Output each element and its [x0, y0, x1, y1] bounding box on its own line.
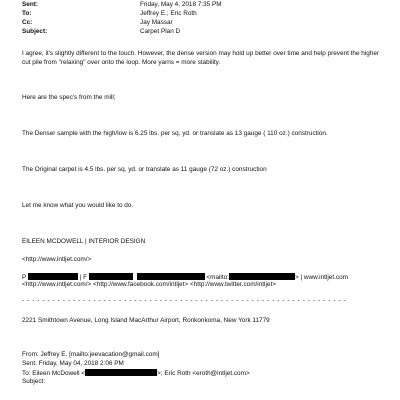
signature-website[interactable]: <http://www.intljet.com/>	[22, 256, 92, 263]
forwarded-subject: Subject:	[22, 378, 46, 385]
forwarded-from: From: Jeffrey E. [mailto:jeevacation@gmail.com]	[22, 351, 160, 358]
header-cc-label: Cc:	[22, 19, 33, 26]
redaction-bar	[28, 273, 78, 280]
header-to-label: To:	[22, 10, 32, 17]
forwarded-sent: Sent: Friday, May 04, 2018 2:06 PM	[22, 360, 124, 367]
body-paragraph-5: Let me know what you would like to do.	[22, 202, 134, 209]
forwarded-to	[22, 369, 250, 379]
header-sent-label: Sent:	[22, 1, 38, 8]
redaction-bar	[137, 273, 205, 280]
signature-address: 2221 Smithtown Avenue, Long Island MacArthur Airport, Ronkonkoma, New York 11779	[22, 317, 270, 324]
body-paragraph-3: The Denser sample with the high/low is 6.25 lbs. per sq. yd. or translate as 13 gauge ( 110 oz.) construction.	[22, 130, 328, 137]
redaction-bar	[89, 273, 133, 280]
contact-mailto-prefix[interactable]: <mailto:	[206, 274, 229, 281]
redaction-bar	[85, 369, 157, 376]
contact-phone-label: P	[22, 274, 27, 281]
forwarded-to-suffix: >; Eric Roth <eroth@intljet.com>	[157, 370, 250, 377]
header-to-value: Jeffrey E.; Eric Roth	[140, 10, 197, 17]
header-subject-label: Subject:	[22, 28, 48, 35]
body-paragraph-4: The Original carpet is 4.5 lbs. per sq. yd. or translate as 11 gauge (72 oz.) construction	[22, 166, 267, 173]
body-paragraph-1: I agree, it's slightly different to the touch. However, the dense version may hold up better over time and help prevent the higher cut pile from "relaxing" over onto the loop. More yarns = more stability.	[22, 50, 380, 66]
header-sent-value: Friday, May 4, 2018 7:35 PM	[140, 1, 222, 8]
redaction-bar	[229, 273, 295, 280]
contact-mailto-suffix[interactable]: > | www.intljet.com	[294, 274, 348, 281]
signature-name: EILEEN MCDOWELL | INTERIOR DESIGN	[22, 238, 146, 245]
contact-fax-label: | F	[79, 274, 88, 281]
header-cc-value: Jay Massar	[140, 19, 173, 26]
forwarded-to-prefix: To: Eileen McDowell <	[22, 370, 86, 377]
header-subject-value: Carpet Plan D	[140, 28, 181, 35]
signature-social-links[interactable]: <http://www.intljet.com/> <http://www.facebook.com/intljet> <http://www.twitter.com/intljet>	[22, 281, 276, 288]
body-paragraph-2: Here are the spec's from the mill;	[22, 94, 116, 101]
signature-separator: - - - - - - - - - - - - - - - - - - - - - - - - - - - - - - - - - - - - - - - - - - - - - - - - - - - - - - - - - - - - - - - -	[22, 297, 347, 304]
